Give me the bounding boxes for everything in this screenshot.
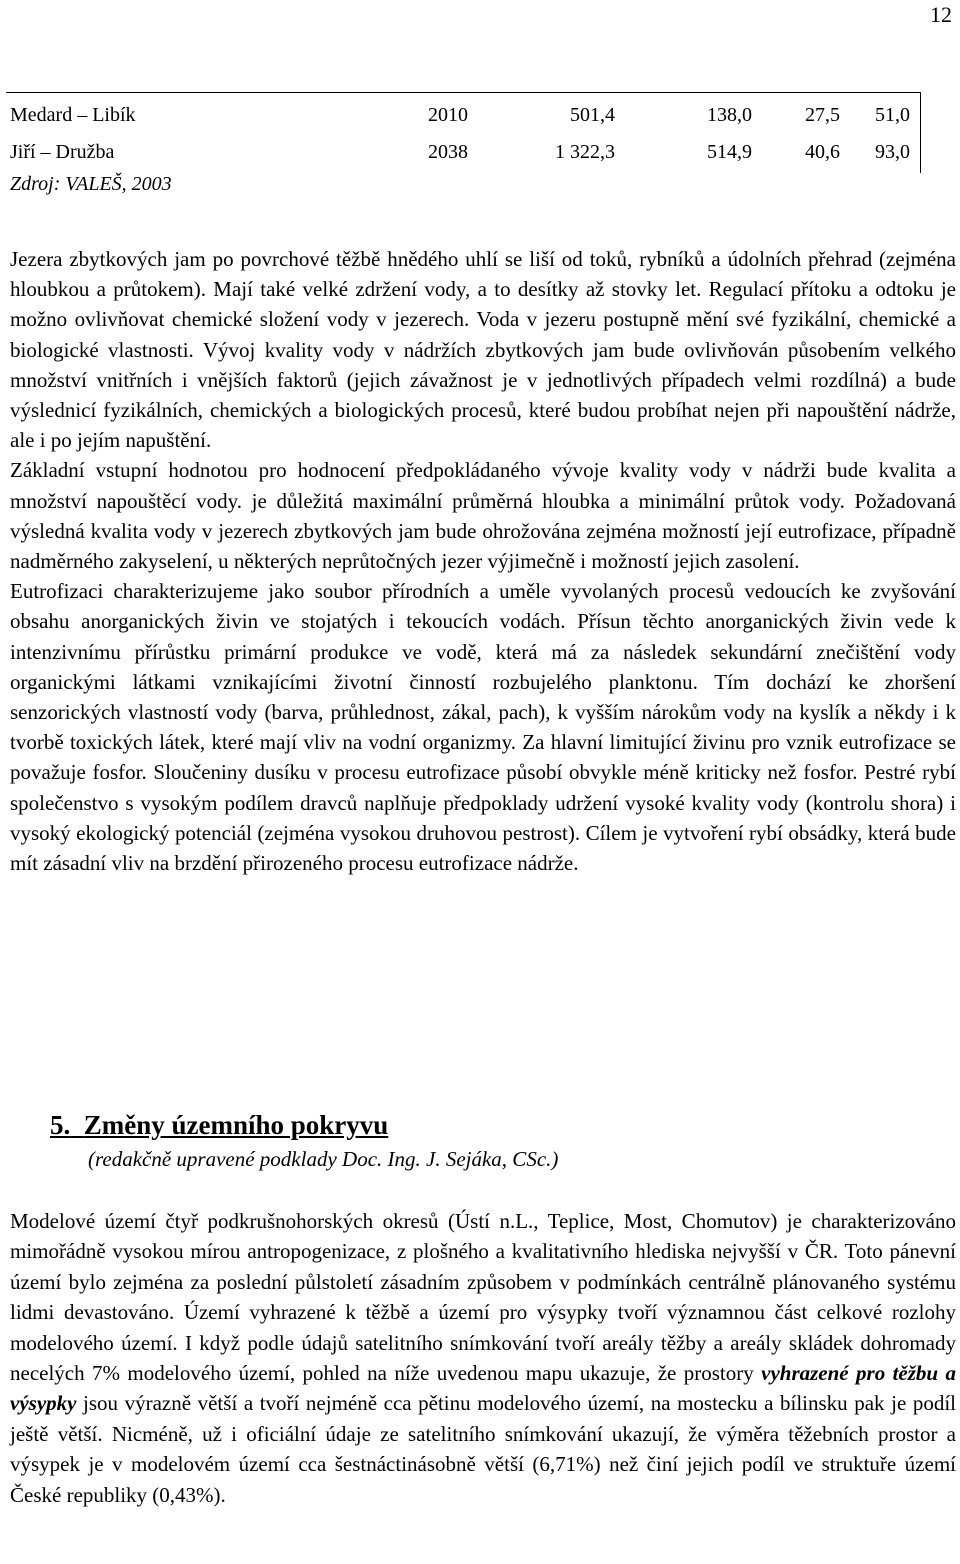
table-cell-value: 40,6 <box>805 141 840 163</box>
paragraph: Eutrofizaci charakterizujeme jako soubor přírodních a uměle vyvolaných procesů vedoucích ke zvyšování obsahu anorganických živin ve stojatých i tekoucích vodách. Přísun těchto anorganických živin vede k intenzivnímu přírůstku primární produkce ve vodě, která má za následek sekundární znečištění vody organickými látkami vznikajícími životní činností rozbujelého planktonu. Tím dochází ke zhoršení senzorických vlastností vody (barva, průhlednost, zákal, pach), k vyšším nárokům vody na kyslík a někdy i k tvorbě toxických látek, které mají vliv na vodní organizmy. Za hlavní limitující živinu pro vznik eutrofizace se považuje fosfor. Sloučeniny dusíku v procesu eutrofizace působí obvykle méně kriticky než fosfor. Pestré rybí společenstvo s vysokým podílem dravců naplňuje předpoklady udržení vysoké kvality vody (kontrolu shora) i vysoký ekologický potenciál (zejména vysokou druhovou pestrost). Cílem je vytvoření rybí obsádky, která bude mít zásadní vliv na brzdění přirozeného procesu eutrofizace nádrže. <box>10 579 956 876</box>
table-row <box>10 101 920 129</box>
page-number: 12 <box>930 2 952 27</box>
section-subtitle: (redakčně upravené podklady Doc. Ing. J. Sejáka, CSc.) <box>88 1147 559 1171</box>
body-text-upper <box>10 244 956 878</box>
body-text-section <box>10 1206 956 1510</box>
table-cell-value: 93,0 <box>875 141 910 163</box>
table-cell-value: 514,9 <box>707 141 752 163</box>
emphasis-text: vyhrazené pro těžbu a výsypky <box>10 1361 956 1416</box>
table-cell-value: 51,0 <box>875 104 910 126</box>
table-cell-name: Jiří – Družba <box>10 141 115 163</box>
paragraph-text: jsou výrazně větší a tvoří nejméně cca pětinu modelového území, na mostecku a bílinsku pak je podíl ještě větší. Nicméně, už i oficiální údaje ze satelitního snímkování ukazují, že výměra těžebních prostor a výsypek je v modelovém území cca šestnáctinásobně větší (6,71%) než činí jejich podíl ve struktuře území České republiky (0,43%). <box>10 1391 956 1507</box>
table-cell-value: 501,4 <box>570 104 615 126</box>
paragraph-text: Modelové území čtyř podkrušnohorských okresů (Ústí n.L., Teplice, Most, Chomutov) je charakterizováno mimořádně vysokou mírou antropogenizace, z plošného a kvalitativního hlediska nejvyšší v ČR. Toto pánevní území bylo zejména za poslední půlstoletí zásadním způsobem v podmínkách centrálně plánovaného systému lidmi devastováno. Území vyhrazené k těžbě a území pro výsypky tvoří významnou část celkové rozlohy modelového území. I když podle údajů satelitního snímkování tvoří areály těžby a areály skládek dohromady necelých 7% modelového území, pohled na níže uvedenou mapu ukazuje, že prostory <box>10 1209 956 1386</box>
table-row <box>10 138 920 166</box>
section-heading <box>50 1110 388 1141</box>
paragraph <box>10 1206 956 1510</box>
table-source: Zdroj: VALEŠ, 2003 <box>10 173 172 195</box>
section-number: 5. <box>50 1110 71 1140</box>
data-table <box>6 92 921 173</box>
paragraph: Základní vstupní hodnotou pro hodnocení předpokládaného vývoje kvality vody v nádrži bude kvalita a množství napouštěcí vody. je důležitá maximální průměrná hloubka a minimální průtok vody. Požadovaná výsledná kvalita vody v jezerech zbytkových jam bude ohrožována zejména možností její eutrofizace, případně nadměrného zakyselení, u některých neprůtočných jezer výjimečně i možností jejich zasolení. <box>10 458 956 574</box>
table-cell-value: 1 322,3 <box>555 141 615 163</box>
table-cell-value: 27,5 <box>805 104 840 126</box>
paragraph: Jezera zbytkových jam po povrchové těžbě hnědého uhlí se liší od toků, rybníků a údolních přehrad (zejména hloubkou a průtokem). Mají také velké zdržení vody, a to desítky až stovky let. Regulací přítoku a odtoku je možno ovlivňovat chemické složení vody v jezerech. Voda v jezeru postupně mění své fyzikální, chemické a biologické vlastnosti. Vývoj kvality vody v nádržích zbytkových jam bude ovlivňován působením velkého množství vnitřních i vnějších faktorů (jejich závažnost je v jednotlivých případech velmi rozdílná) a bude výslednicí fyzikálních, chemických a biologických procesů, které budou probíhat nejen při napouštění nádrže, ale i po jejím napuštění. <box>10 247 956 453</box>
section-title: Změny územního pokryvu <box>83 1110 389 1140</box>
table-cell-year: 2010 <box>428 104 468 126</box>
table-cell-name: Medard – Libík <box>10 104 136 126</box>
table-cell-year: 2038 <box>428 141 468 163</box>
table-cell-value: 138,0 <box>707 104 752 126</box>
